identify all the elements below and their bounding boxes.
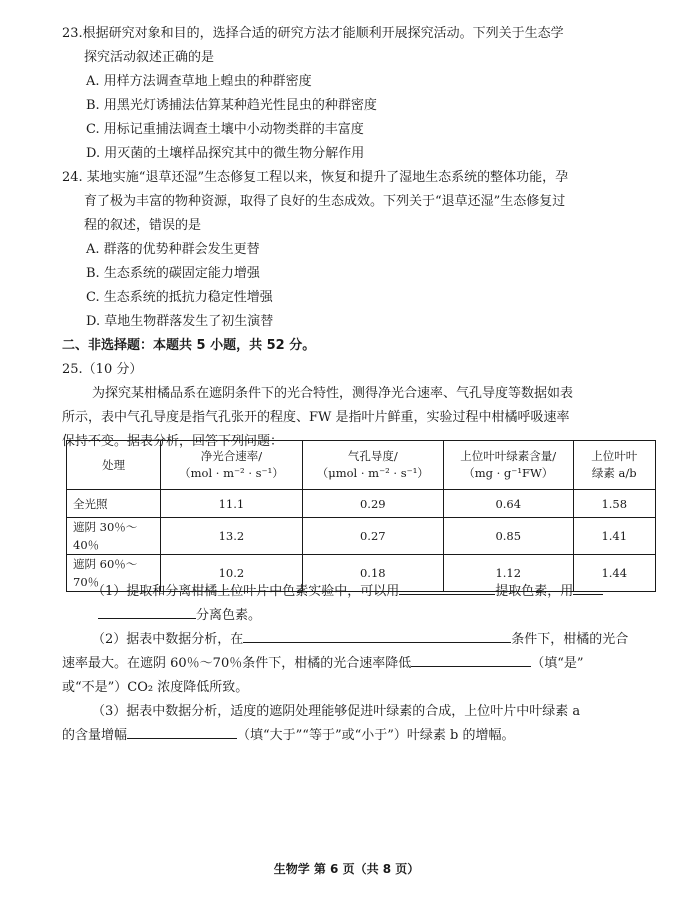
q25-part3-text-b: 的含量增幅 xyxy=(62,728,128,743)
table-cell: 13.2 xyxy=(161,518,302,555)
q24-option-a: A. 群落的优势种群会发生更替 xyxy=(86,242,260,257)
q25-part1-text-c: 分离色素。 xyxy=(196,608,262,623)
q25-part2-line2 xyxy=(62,652,662,676)
q25-part2-line1 xyxy=(62,628,662,652)
table-cell: 10.2 xyxy=(161,555,302,592)
table-header-cell: 处理 xyxy=(67,441,161,490)
q25-subquestions xyxy=(62,580,662,748)
q23-option-c: C. 用标记重捕法调查土壤中小动物类群的丰富度 xyxy=(86,122,364,137)
q25-part1-line1 xyxy=(62,580,662,604)
q24-option-d: D. 草地生物群落发生了初生演替 xyxy=(86,314,274,329)
q25-part3-text-c: （填“大于”“等于”或“小于”）叶绿素 b 的增幅。 xyxy=(237,728,515,743)
table-cell: 遮阴 30％～40％ xyxy=(67,518,161,555)
answer-blank[interactable] xyxy=(98,604,196,619)
q23-stem-line1: 23.根据研究对象和目的，选择合适的研究方法才能顺利开展探究活动。下列关于生态学 xyxy=(62,26,564,41)
section-heading: 二、非选择题：本题共 5 小题，共 52 分。 xyxy=(62,338,316,353)
q25-part3-line1: （3）据表中数据分析，适度的遮阴处理能够促进叶绿素的合成，上位叶片中叶绿素 a xyxy=(92,704,581,719)
q25-part2-text-b: 条件下，柑橘的光合 xyxy=(511,632,629,647)
table-header-row xyxy=(67,441,656,490)
q25-part1-line2 xyxy=(62,604,662,628)
table-cell: 1.12 xyxy=(443,555,573,592)
answer-blank[interactable] xyxy=(573,580,603,595)
q24-option-b: B. 生态系统的碳固定能力增强 xyxy=(86,266,260,281)
table-cell: 0.29 xyxy=(302,490,443,518)
table-header-cell: 上位叶叶 绿素 a/b xyxy=(573,441,655,490)
answer-blank[interactable] xyxy=(399,580,495,595)
answer-blank[interactable] xyxy=(127,724,237,739)
q25-intro-line2: 所示，表中气孔导度是指气孔张开的程度、FW 是指叶片鲜重，实验过程中柑橘呼吸速率 xyxy=(62,410,570,425)
table-row xyxy=(67,518,656,555)
q25-header: 25.（10 分） xyxy=(62,362,143,377)
table-row xyxy=(67,490,656,518)
answer-blank[interactable] xyxy=(411,652,531,667)
q23-stem-line2: 探究活动叙述正确的是 xyxy=(84,50,215,65)
q24-stem-line1: 24. 某地实施“退草还湿”生态修复工程以来，恢复和提升了湿地生态系统的整体功能，孕 xyxy=(62,170,569,185)
table-header-cell: 上位叶叶绿素含量/ （mg · g⁻¹FW） xyxy=(443,441,573,490)
q25-part3-line2 xyxy=(62,724,662,748)
table-cell: 0.64 xyxy=(443,490,573,518)
table-cell: 1.44 xyxy=(573,555,655,592)
table-header-cell: 气孔导度/ （μmol · m⁻² · s⁻¹） xyxy=(302,441,443,490)
table-cell: 0.18 xyxy=(302,555,443,592)
page-footer: 生物学 第 6 页（共 8 页） xyxy=(273,862,420,876)
q25-intro-line3: 保持不变。据表分析，回答下列问题： xyxy=(62,434,284,449)
table-cell: 11.1 xyxy=(161,490,302,518)
table-header-cell: 净光合速率/ （mol · m⁻² · s⁻¹） xyxy=(161,441,302,490)
q25-intro-line1: 为探究某柑橘品系在遮阴条件下的光合特性，测得净光合速率、气孔导度等数据如表 xyxy=(92,386,574,401)
q25-part1-text-a: （1）提取和分离柑橘上位叶片中色素实验中，可以用 xyxy=(92,584,400,599)
q25-part2-text-d: （填“是” xyxy=(531,656,584,671)
q23-option-b: B. 用黑光灯诱捕法估算某种趋光性昆虫的种群密度 xyxy=(86,98,377,113)
q23-option-a: A. 用样方法调查草地上蝗虫的种群密度 xyxy=(86,74,312,89)
answer-blank[interactable] xyxy=(243,628,511,643)
table-cell: 1.41 xyxy=(573,518,655,555)
q24-stem-line3: 程的叙述，错误的是 xyxy=(84,218,202,233)
q23-option-d: D. 用灭菌的土壤样品探究其中的微生物分解作用 xyxy=(86,146,365,161)
q24-stem-line2: 育了极为丰富的物种资源，取得了良好的生态成效。下列关于“退草还湿”生态修复过 xyxy=(84,194,566,209)
q25-part2-text-a: （2）据表中数据分析，在 xyxy=(92,632,244,647)
table-cell: 0.27 xyxy=(302,518,443,555)
q25-part1-text-b: 提取色素，用 xyxy=(495,584,574,599)
table-cell: 1.58 xyxy=(573,490,655,518)
data-table xyxy=(66,440,656,592)
table-cell: 全光照 xyxy=(67,490,161,518)
q25-part2-line3: 或“不是”）CO₂ 浓度降低所致。 xyxy=(62,680,249,695)
question-24 xyxy=(62,166,662,334)
q25-part2-text-c: 速率最大。在遮阴 60％～70％条件下，柑橘的光合速率降低 xyxy=(62,656,412,671)
table-cell: 遮阴 60％～70％ xyxy=(67,555,161,592)
q24-option-c: C. 生态系统的抵抗力稳定性增强 xyxy=(86,290,273,305)
question-23 xyxy=(62,22,662,166)
table-cell: 0.85 xyxy=(443,518,573,555)
